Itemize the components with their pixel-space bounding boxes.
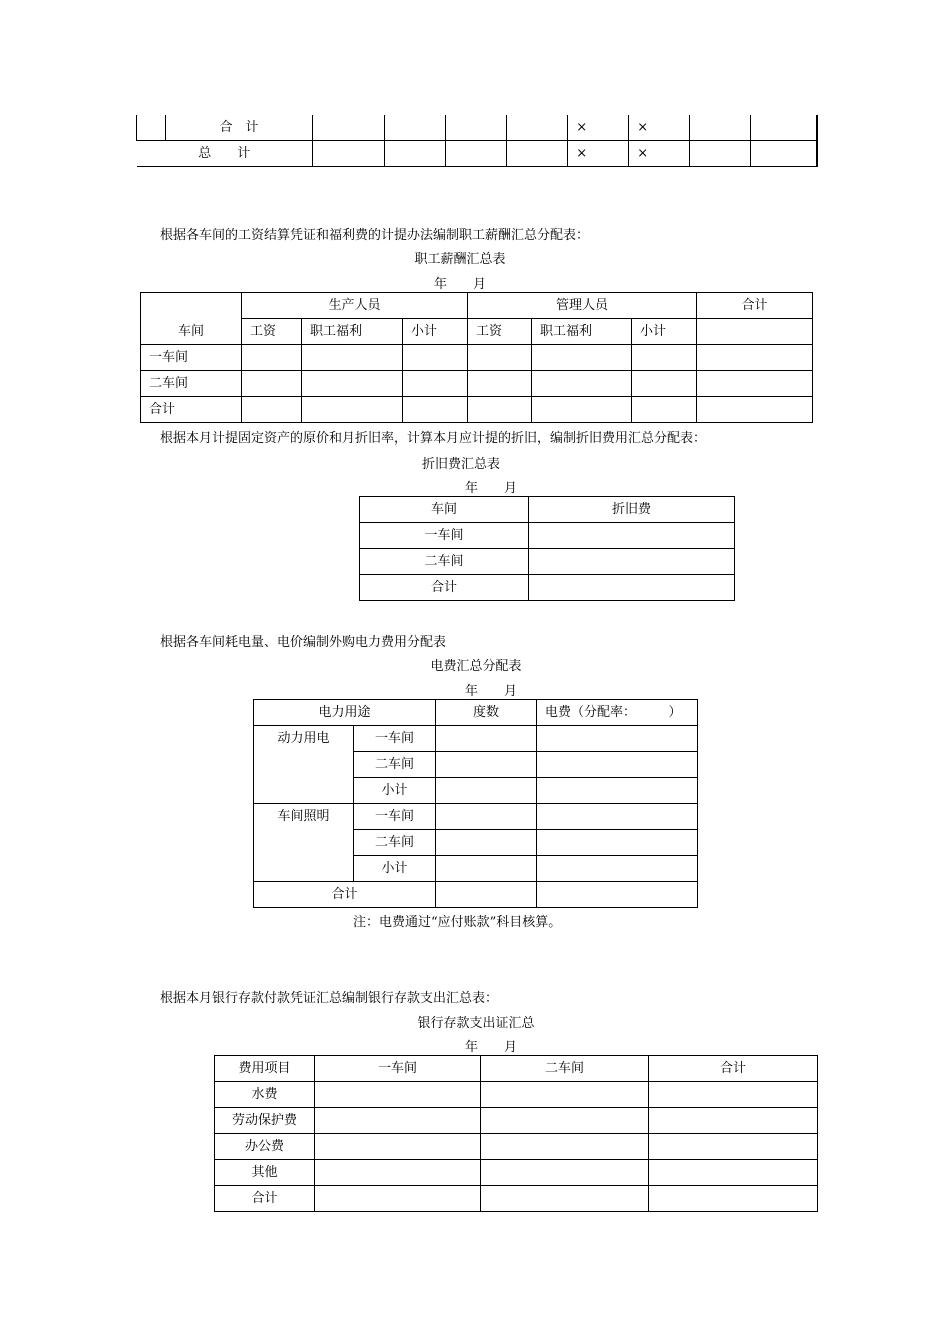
cross-mark: ×	[629, 115, 690, 141]
header-wage: 工资	[468, 319, 532, 345]
cell	[690, 115, 751, 141]
bank-title: 银行存款支出证汇总	[417, 1016, 535, 1031]
subtotal-label: 合 计	[166, 115, 313, 141]
table-row	[360, 497, 735, 523]
row-label: 合计	[215, 1186, 315, 1212]
header-total: 合计	[697, 293, 813, 319]
table-row	[141, 293, 813, 319]
row-label: 一车间	[354, 804, 436, 830]
row-label: 合计	[360, 575, 529, 601]
table-row	[215, 1186, 818, 1212]
cross-mark: ×	[629, 141, 690, 167]
cell	[446, 141, 507, 167]
header-expense-item: 费用项目	[215, 1056, 315, 1082]
table-row	[141, 397, 813, 423]
cell	[385, 115, 446, 141]
row-label: 二车间	[141, 371, 242, 397]
table-row	[215, 1160, 818, 1186]
table-row	[137, 141, 818, 167]
electricity-table	[253, 699, 698, 908]
cross-mark: ×	[568, 115, 629, 141]
row-label: 小计	[354, 856, 436, 882]
table-row	[215, 1134, 818, 1160]
table-row	[141, 371, 813, 397]
cell	[507, 141, 568, 167]
header-workshop-1: 一车间	[315, 1056, 481, 1082]
salary-title: 职工薪酬汇总表	[414, 252, 506, 267]
table-row	[254, 726, 698, 752]
header-welfare: 职工福利	[532, 319, 632, 345]
table-row	[137, 115, 818, 141]
salary-intro: 根据各车间的工资结算凭证和福利费的计提办法编制职工薪酬汇总分配表：	[160, 228, 590, 243]
table-row	[254, 804, 698, 830]
row-label: 二车间	[360, 549, 529, 575]
header-usage: 电力用途	[254, 700, 436, 726]
table-row	[215, 1108, 818, 1134]
row-label: 其他	[215, 1160, 315, 1186]
cross-mark: ×	[568, 141, 629, 167]
table-row	[215, 1056, 818, 1082]
header-workshop-2: 二车间	[481, 1056, 649, 1082]
row-label: 一车间	[360, 523, 529, 549]
row-label: 二车间	[354, 830, 436, 856]
bank-date: 年 月	[464, 1040, 517, 1055]
electricity-intro: 根据各车间耗电量、电价编制外购电力费用分配表	[160, 635, 447, 650]
cell	[751, 141, 817, 167]
header-management-staff: 管理人员	[468, 293, 697, 319]
cell	[751, 115, 817, 141]
row-label: 劳动保护费	[215, 1108, 315, 1134]
header-subtotal: 小计	[403, 319, 468, 345]
row-label: 一车间	[141, 345, 242, 371]
depreciation-date: 年 月	[464, 481, 517, 496]
total-label: 总 计	[137, 141, 313, 167]
electricity-title: 电费汇总分配表	[430, 659, 522, 674]
table-row	[215, 1082, 818, 1108]
table-row	[360, 575, 735, 601]
cell	[385, 141, 446, 167]
row-label: 合计	[141, 397, 242, 423]
row-label: 小计	[354, 778, 436, 804]
cell	[507, 115, 568, 141]
table-row	[360, 549, 735, 575]
row-total: 合计	[254, 882, 436, 908]
depreciation-intro: 根据本月计提固定资产的原价和月折旧率，计算本月应计提的折旧，编制折旧费用汇总分配表：	[160, 431, 707, 446]
header-workshop: 车间	[360, 497, 529, 523]
table-row	[360, 523, 735, 549]
table-row	[141, 319, 813, 345]
header-depreciation: 折旧费	[529, 497, 735, 523]
header-production-staff: 生产人员	[242, 293, 468, 319]
table-row	[254, 882, 698, 908]
top-summary-table	[136, 115, 818, 167]
depreciation-table	[359, 496, 735, 601]
cell	[690, 141, 751, 167]
row-label: 水费	[215, 1082, 315, 1108]
electricity-date: 年 月	[464, 684, 517, 699]
row-label: 一车间	[354, 726, 436, 752]
cell	[313, 141, 385, 167]
depreciation-title: 折旧费汇总表	[421, 457, 500, 472]
header-subtotal: 小计	[632, 319, 697, 345]
row-label: 二车间	[354, 752, 436, 778]
salary-table	[140, 292, 813, 423]
group-lighting: 车间照明	[254, 804, 354, 882]
header-total: 合计	[649, 1056, 818, 1082]
header-workshop: 车间	[141, 293, 242, 345]
bank-intro: 根据本月银行存款付款凭证汇总编制银行存款支出汇总表：	[160, 991, 499, 1006]
cell	[446, 115, 507, 141]
electricity-note: 注：电费通过“应付账款”科目核算。	[353, 915, 562, 930]
table-row	[254, 700, 698, 726]
header-wage: 工资	[242, 319, 302, 345]
header-fee: 电费（分配率： ）	[537, 700, 698, 726]
row-label: 办公费	[215, 1134, 315, 1160]
cell	[313, 115, 385, 141]
header-welfare: 职工福利	[302, 319, 403, 345]
header-kwh: 度数	[436, 700, 537, 726]
bank-table	[214, 1055, 818, 1212]
group-power: 动力用电	[254, 726, 354, 804]
salary-date: 年 月	[433, 277, 486, 292]
table-row	[141, 345, 813, 371]
